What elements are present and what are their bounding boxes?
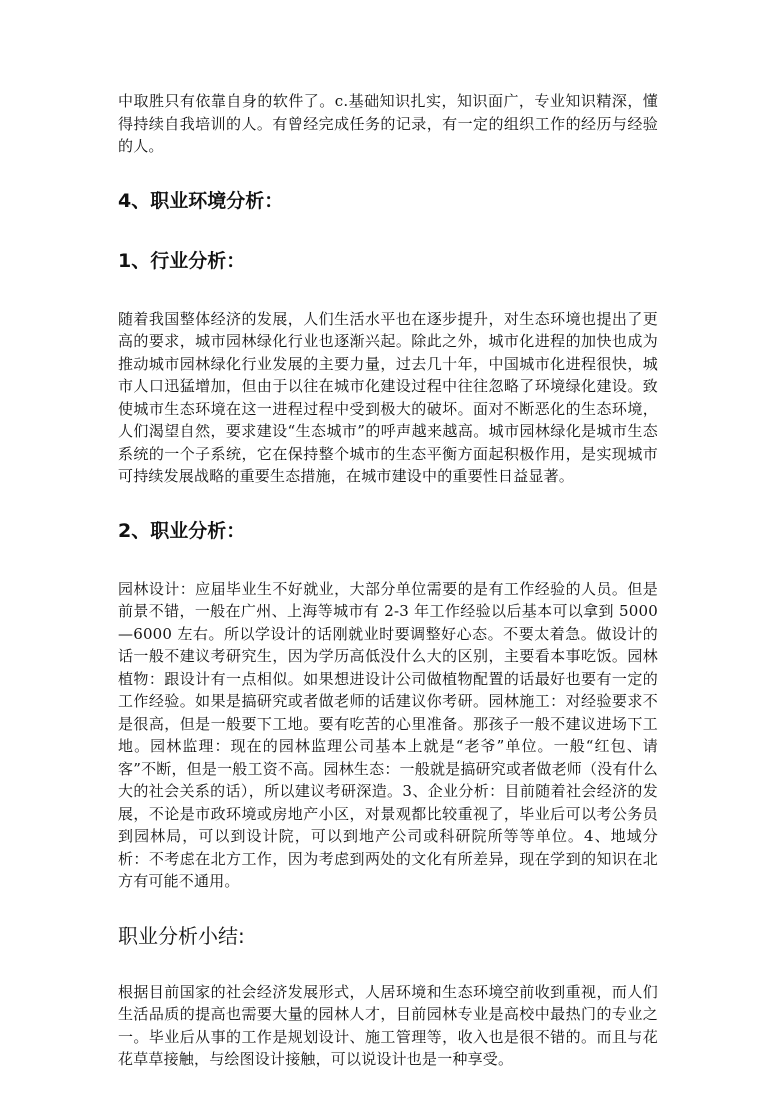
career-paragraph: 园林设计：应届毕业生不好就业，大部分单位需要的是有工作经验的人员。但是前景不错，一般在广州、上海等城市有 2-3 年工作经验以后基本可以拿到 5000—6000 左右。所以学设计的话刚就业时要调整好心态。不要太着急。做设计的话一般不建议考研究生，因为学历高低没什么大的区别，主要看本事吃饭。园林植物：跟设计有一点相似。如果想进设计公司做植物配置的话最好也要有一定的工作经验。如果是搞研究或者做老师的话建议你考研。园林施工：对经验要求不是很高，但是一般要下工地。要有吃苦的心里准备。那孩子一般不建议进场下工地。园林监理：现在的园林监理公司基本上就是“老爷”单位。一般“红包、请客”不断，但是一般工资不高。园林生态：一般就是搞研究或者做老师（没有什么大的社会关系的话），所以建议考研深造。3、企业分析：目前随着社会经济的发展，不论是市政环境或房地产小区，对景观都比较重视了，毕业后可以考公务员到园林局，可以到设计院，可以到地产公司或科研院所等等单位。4、地域分析：不考虑在北方工作，因为考虑到两处的文化有所差异，现在学到的知识在北方有可能不通用。 (118, 579, 658, 890)
summary-paragraph: 根据目前国家的社会经济发展形式，人居环境和生态环境空前收到重视，而人们生活品质的提高也需要大量的园林人才，目前园林专业是高校中最热门的专业之一。毕业后从事的工作是规划设计、施工管理等，收入也是很不错的。而且与花花草草接触，与绘图设计接触，可以说设计也是一种享受。 (118, 982, 658, 1068)
intro-paragraph: 中取胜只有依靠自身的软件了。c.基础知识扎实，知识面广，专业知识精深，懂得持续自我培训的人。有曾经完成任务的记录，有一定的组织工作的经历与经验的人。 (118, 92, 658, 155)
document-page (118, 90, 658, 1071)
industry-paragraph: 随着我国整体经济的发展，人们生活水平也在逐步提升，对生态环境也提出了更高的要求，城市园林绿化行业也逐渐兴起。除此之外，城市化进程的加快也成为推动城市园林绿化行业发展的主要力量，过去几十年，中国城市化进程很快，城市人口迅猛增加，但由于以往在城市化建设过程中往往忽略了环境绿化建设。致使城市生态环境在这一进程过程中受到极大的破坏。面对不断恶化的生态环境，人们渴望自然，要求建设“生态城市”的呼声越来越高。城市园林绿化是城市生态系统的一个子系统，它在保持整个城市的生态平衡方面起积极作用，是实现城市可持续发展战略的重要生态措施，在城市建设中的重要性日益显著。 (118, 309, 658, 485)
section-heading-career-environment: 4、职业环境分析： (118, 189, 284, 212)
section-heading-summary: 职业分析小结: (118, 923, 245, 948)
section-heading-career-analysis: 2、职业分析： (118, 519, 246, 542)
section-heading-industry-analysis: 1、行业分析： (118, 249, 246, 272)
